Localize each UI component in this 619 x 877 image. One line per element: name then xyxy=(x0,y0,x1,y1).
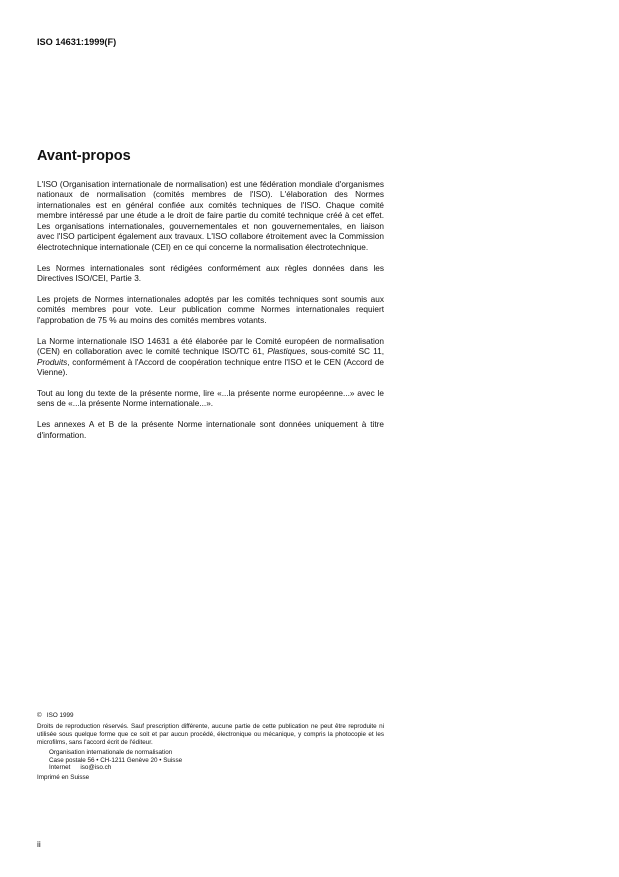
copyright-line: © ISO 1999 xyxy=(37,712,74,719)
page-number: ii xyxy=(37,839,41,849)
foreword-body xyxy=(37,180,384,452)
organisation-name: Organisation internationale de normalisation xyxy=(49,748,173,756)
email-link[interactable]: iso@iso.ch xyxy=(80,764,112,772)
internet-label: Internet xyxy=(49,764,71,772)
italic-term: Produits xyxy=(37,357,68,367)
postal-address: Case postale 56 • CH-1211 Genève 20 • Suisse xyxy=(49,756,183,764)
text-run: , conformément à l'Accord de coopération technique entre l'ISO et le CEN (Accord de Vienne). xyxy=(37,357,384,378)
text-run: La Norme internationale ISO 14631 a été élaborée par le Comité européen de normalisation (CEN) en collaboration avec le comité technique ISO/TC 61, xyxy=(37,336,384,357)
paragraph: Les Normes internationales sont rédigées conformément aux règles données dans les Directives ISO/CEI, Partie 3. xyxy=(37,263,384,284)
italic-term: Plastiques xyxy=(267,347,306,357)
copyright-notice xyxy=(37,712,384,784)
printed-in: Imprimé en Suisse xyxy=(37,774,90,782)
paragraph: Les projets de Normes internationales adoptés par les comités techniques sont soumis aux comités membres pour vote. Leur publication comme Normes internationales requiert l'approbation de 75 % au moins des comités membres votants. xyxy=(37,294,384,325)
rights-text: Droits de reproduction réservés. Sauf prescription différente, aucune partie de cette publication ne peut être reproduite ni utilisée sous quelque forme que ce soit et par aucun procédé, électronique ou mécanique, y compris la photocopie et les microfilms, sans l'accord écrit de l'éditeur. xyxy=(37,722,384,746)
internet-line xyxy=(49,764,384,772)
paragraph: L'ISO (Organisation internationale de normalisation) est une fédération mondiale d'organismes nationaux de normalisation (comités membres de l'ISO). L'élaboration des Normes internationales est en général confiée aux comités techniques de l'ISO. Chaque comité membre intéressé par une étude a le droit de faire partie du comité technique créé à cet effet. Les organisations internationales, gouvernementales et non gouvernementales, en liaison avec l'ISO participent également aux travaux. L'ISO collabore étroitement avec la Commission électrotechnique internationale (CEI) en ce qui concerne la normalisation électrotechnique. xyxy=(37,180,384,252)
paragraph xyxy=(37,337,384,379)
document-id-header: ISO 14631:1999(F) xyxy=(37,37,117,47)
page-title: Avant-propos xyxy=(37,148,131,164)
paragraph: Tout au long du texte de la présente norme, lire «...la présente norme européenne...» avec le sens de «...la présente Norme internationale...». xyxy=(37,389,384,409)
text-run: , sous-comité SC 11, xyxy=(305,347,384,357)
paragraph: Les annexes A et B de la présente Norme internationale sont données uniquement à titre d'information. xyxy=(37,420,384,440)
address-block xyxy=(37,749,384,773)
